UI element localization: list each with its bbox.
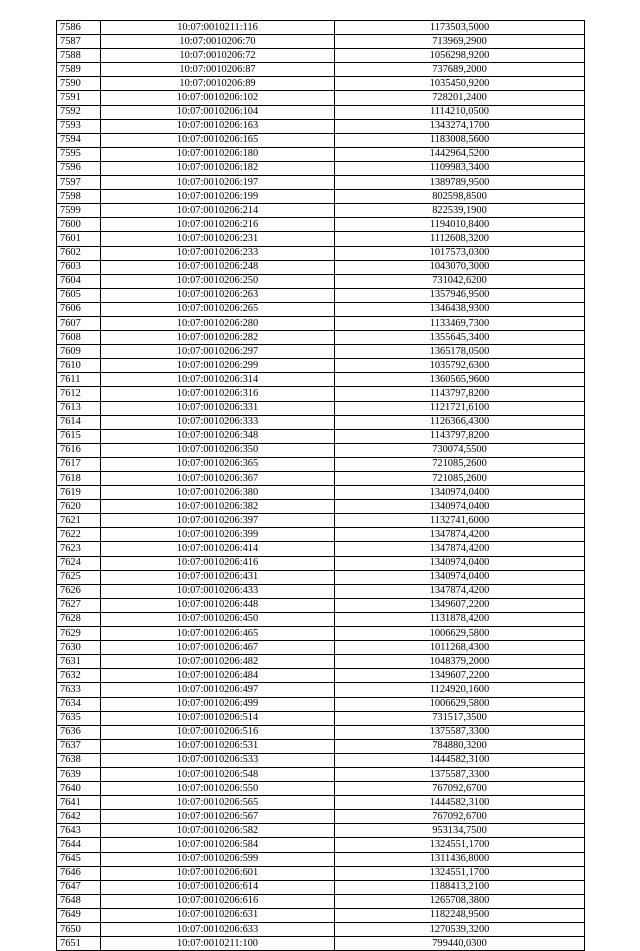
cadastral-number-cell: 10:07:0010206:282: [101, 331, 335, 345]
table-row: [57, 260, 585, 274]
value-cell: 1183008,5600: [335, 133, 585, 147]
cadastral-number-cell: 10:07:0010206:565: [101, 796, 335, 810]
table-row: [57, 669, 585, 683]
row-number-cell: 7614: [57, 415, 101, 429]
row-number-cell: 7629: [57, 627, 101, 641]
value-cell: 1340974,0400: [335, 500, 585, 514]
table-row: [57, 190, 585, 204]
table-row: [57, 810, 585, 824]
table-row: [57, 711, 585, 725]
row-number-cell: 7638: [57, 753, 101, 767]
row-number-cell: 7615: [57, 429, 101, 443]
table-row: [57, 923, 585, 937]
row-number-cell: 7640: [57, 782, 101, 796]
cadastral-number-cell: 10:07:0010206:416: [101, 556, 335, 570]
row-number-cell: 7586: [57, 21, 101, 35]
table-row: [57, 486, 585, 500]
table-row: [57, 345, 585, 359]
table-row: [57, 937, 585, 951]
cadastral-number-cell: 10:07:0010206:165: [101, 133, 335, 147]
table-row: [57, 373, 585, 387]
row-number-cell: 7592: [57, 105, 101, 119]
row-number-cell: 7628: [57, 612, 101, 626]
cadastral-number-cell: 10:07:0010206:265: [101, 302, 335, 316]
table-row: [57, 63, 585, 77]
cadastral-number-cell: 10:07:0010206:72: [101, 49, 335, 63]
value-cell: 1444582,3100: [335, 753, 585, 767]
table-body: [57, 21, 585, 951]
row-number-cell: 7593: [57, 119, 101, 133]
cadastral-number-cell: 10:07:0010206:348: [101, 429, 335, 443]
table-row: [57, 331, 585, 345]
value-cell: 1375587,3300: [335, 767, 585, 781]
table-row: [57, 316, 585, 330]
table-row: [57, 119, 585, 133]
cadastral-number-cell: 10:07:0010206:367: [101, 472, 335, 486]
value-cell: 731042,6200: [335, 274, 585, 288]
row-number-cell: 7624: [57, 556, 101, 570]
row-number-cell: 7608: [57, 331, 101, 345]
value-cell: 802598,8500: [335, 190, 585, 204]
value-cell: 721085,2600: [335, 472, 585, 486]
row-number-cell: 7591: [57, 91, 101, 105]
cadastral-number-cell: 10:07:0010206:516: [101, 725, 335, 739]
cadastral-number-cell: 10:07:0010206:397: [101, 514, 335, 528]
value-cell: 1324551,1700: [335, 838, 585, 852]
row-number-cell: 7632: [57, 669, 101, 683]
table-row: [57, 739, 585, 753]
cadastral-number-cell: 10:07:0010206:533: [101, 753, 335, 767]
row-number-cell: 7625: [57, 570, 101, 584]
row-number-cell: 7618: [57, 472, 101, 486]
row-number-cell: 7617: [57, 457, 101, 471]
row-number-cell: 7620: [57, 500, 101, 514]
row-number-cell: 7604: [57, 274, 101, 288]
row-number-cell: 7636: [57, 725, 101, 739]
row-number-cell: 7645: [57, 852, 101, 866]
row-number-cell: 7595: [57, 147, 101, 161]
value-cell: 1173503,5000: [335, 21, 585, 35]
row-number-cell: 7651: [57, 937, 101, 951]
row-number-cell: 7619: [57, 486, 101, 500]
cadastral-number-cell: 10:07:0010206:448: [101, 598, 335, 612]
row-number-cell: 7590: [57, 77, 101, 91]
row-number-cell: 7648: [57, 894, 101, 908]
value-cell: 1126366,4300: [335, 415, 585, 429]
table-row: [57, 176, 585, 190]
cadastral-number-cell: 10:07:0010206:414: [101, 542, 335, 556]
table-row: [57, 302, 585, 316]
cadastral-number-cell: 10:07:0010206:514: [101, 711, 335, 725]
row-number-cell: 7637: [57, 739, 101, 753]
table-row: [57, 796, 585, 810]
cadastral-number-cell: 10:07:0010206:601: [101, 866, 335, 880]
table-row: [57, 852, 585, 866]
value-cell: 1347874,4200: [335, 528, 585, 542]
cadastral-number-cell: 10:07:0010206:380: [101, 486, 335, 500]
cadastral-number-cell: 10:07:0010206:450: [101, 612, 335, 626]
row-number-cell: 7612: [57, 387, 101, 401]
cadastral-number-cell: 10:07:0010206:263: [101, 288, 335, 302]
value-cell: 1006629,5800: [335, 697, 585, 711]
table-row: [57, 908, 585, 922]
table-row: [57, 77, 585, 91]
row-number-cell: 7587: [57, 35, 101, 49]
value-cell: 1365178,0500: [335, 345, 585, 359]
table-row: [57, 472, 585, 486]
table-row: [57, 161, 585, 175]
row-number-cell: 7613: [57, 401, 101, 415]
table-row: [57, 21, 585, 35]
value-cell: 1355645,3400: [335, 331, 585, 345]
cadastral-number-cell: 10:07:0010206:231: [101, 232, 335, 246]
table-row: [57, 274, 585, 288]
row-number-cell: 7602: [57, 246, 101, 260]
value-cell: 1043070,3000: [335, 260, 585, 274]
table-row: [57, 683, 585, 697]
row-number-cell: 7594: [57, 133, 101, 147]
row-number-cell: 7633: [57, 683, 101, 697]
table-row: [57, 218, 585, 232]
cadastral-number-cell: 10:07:0010206:399: [101, 528, 335, 542]
value-cell: 1182248,9500: [335, 908, 585, 922]
table-row: [57, 725, 585, 739]
value-cell: 1265708,3800: [335, 894, 585, 908]
cadastral-number-cell: 10:07:0010206:365: [101, 457, 335, 471]
row-number-cell: 7649: [57, 908, 101, 922]
value-cell: 721085,2600: [335, 457, 585, 471]
cadastral-number-cell: 10:07:0010206:197: [101, 176, 335, 190]
table-row: [57, 91, 585, 105]
table-row: [57, 415, 585, 429]
cadastral-number-cell: 10:07:0010206:163: [101, 119, 335, 133]
cadastral-number-cell: 10:07:0010206:87: [101, 63, 335, 77]
row-number-cell: 7601: [57, 232, 101, 246]
value-cell: 1346438,9300: [335, 302, 585, 316]
table-row: [57, 894, 585, 908]
row-number-cell: 7621: [57, 514, 101, 528]
value-cell: 784880,3200: [335, 739, 585, 753]
row-number-cell: 7603: [57, 260, 101, 274]
cadastral-number-cell: 10:07:0010206:248: [101, 260, 335, 274]
value-cell: 1109983,3400: [335, 161, 585, 175]
value-cell: 1270539,3200: [335, 923, 585, 937]
row-number-cell: 7598: [57, 190, 101, 204]
value-cell: 1194010,8400: [335, 218, 585, 232]
table-row: [57, 246, 585, 260]
table-row: [57, 528, 585, 542]
cadastral-number-cell: 10:07:0010206:214: [101, 204, 335, 218]
value-cell: 1340974,0400: [335, 556, 585, 570]
cadastral-number-cell: 10:07:0010206:465: [101, 627, 335, 641]
table-row: [57, 866, 585, 880]
row-number-cell: 7630: [57, 641, 101, 655]
table-row: [57, 838, 585, 852]
value-cell: 799440,0300: [335, 937, 585, 951]
cadastral-number-cell: 10:07:0010206:70: [101, 35, 335, 49]
cadastral-number-cell: 10:07:0010206:316: [101, 387, 335, 401]
table-row: [57, 612, 585, 626]
value-cell: 1324551,1700: [335, 866, 585, 880]
row-number-cell: 7589: [57, 63, 101, 77]
cadastral-number-cell: 10:07:0010206:550: [101, 782, 335, 796]
row-number-cell: 7599: [57, 204, 101, 218]
value-cell: 1006629,5800: [335, 627, 585, 641]
value-cell: 1048379,2000: [335, 655, 585, 669]
row-number-cell: 7606: [57, 302, 101, 316]
table-row: [57, 767, 585, 781]
value-cell: 1035450,9200: [335, 77, 585, 91]
cadastral-number-cell: 10:07:0010206:582: [101, 824, 335, 838]
cadastral-number-cell: 10:07:0010206:216: [101, 218, 335, 232]
table-row: [57, 782, 585, 796]
table-row: [57, 147, 585, 161]
value-cell: 1188413,2100: [335, 880, 585, 894]
value-cell: 1017573,0300: [335, 246, 585, 260]
table-row: [57, 232, 585, 246]
row-number-cell: 7600: [57, 218, 101, 232]
cadastral-number-cell: 10:07:0010206:199: [101, 190, 335, 204]
value-cell: 1143797,8200: [335, 387, 585, 401]
value-cell: 730074,5500: [335, 443, 585, 457]
table-row: [57, 598, 585, 612]
cadastral-number-cell: 10:07:0010206:584: [101, 838, 335, 852]
cadastral-number-cell: 10:07:0010206:280: [101, 316, 335, 330]
table-row: [57, 387, 585, 401]
row-number-cell: 7623: [57, 542, 101, 556]
table-row: [57, 359, 585, 373]
table-row: [57, 133, 585, 147]
value-cell: 1340974,0400: [335, 486, 585, 500]
table-row: [57, 49, 585, 63]
value-cell: 728201,2400: [335, 91, 585, 105]
table-row: [57, 514, 585, 528]
table-row: [57, 500, 585, 514]
row-number-cell: 7616: [57, 443, 101, 457]
cadastral-number-cell: 10:07:0010206:631: [101, 908, 335, 922]
value-cell: 1347874,4200: [335, 542, 585, 556]
cadastral-number-cell: 10:07:0010206:299: [101, 359, 335, 373]
cadastral-number-cell: 10:07:0010206:297: [101, 345, 335, 359]
value-cell: 737689,2000: [335, 63, 585, 77]
table-row: [57, 697, 585, 711]
table-row: [57, 824, 585, 838]
cadastral-number-cell: 10:07:0010206:102: [101, 91, 335, 105]
value-cell: 1035792,6300: [335, 359, 585, 373]
cadastral-number-cell: 10:07:0010206:482: [101, 655, 335, 669]
value-cell: 1389789,9500: [335, 176, 585, 190]
table-row: [57, 429, 585, 443]
row-number-cell: 7631: [57, 655, 101, 669]
value-cell: 767092,6700: [335, 810, 585, 824]
row-number-cell: 7596: [57, 161, 101, 175]
value-cell: 1311436,8000: [335, 852, 585, 866]
value-cell: 1442964,5200: [335, 147, 585, 161]
value-cell: 1375587,3300: [335, 725, 585, 739]
value-cell: 1114210,0500: [335, 105, 585, 119]
table-row: [57, 584, 585, 598]
row-number-cell: 7607: [57, 316, 101, 330]
value-cell: 1133469,7300: [335, 316, 585, 330]
cadastral-number-cell: 10:07:0010206:333: [101, 415, 335, 429]
value-cell: 1124920,1600: [335, 683, 585, 697]
value-cell: 713969,2900: [335, 35, 585, 49]
cadastral-number-cell: 10:07:0010206:433: [101, 584, 335, 598]
cadastral-number-cell: 10:07:0010206:614: [101, 880, 335, 894]
value-cell: 1343274,1700: [335, 119, 585, 133]
row-number-cell: 7605: [57, 288, 101, 302]
table-row: [57, 880, 585, 894]
table-row: [57, 542, 585, 556]
row-number-cell: 7641: [57, 796, 101, 810]
value-cell: 1357946,9500: [335, 288, 585, 302]
cadastral-number-cell: 10:07:0010206:616: [101, 894, 335, 908]
cadastral-number-cell: 10:07:0010211:100: [101, 937, 335, 951]
cadastral-number-cell: 10:07:0010206:531: [101, 739, 335, 753]
cadastral-number-cell: 10:07:0010206:633: [101, 923, 335, 937]
cadastral-number-cell: 10:07:0010206:431: [101, 570, 335, 584]
cadastral-number-cell: 10:07:0010206:89: [101, 77, 335, 91]
cadastral-number-cell: 10:07:0010206:497: [101, 683, 335, 697]
value-cell: 1011268,4300: [335, 641, 585, 655]
cadastral-number-cell: 10:07:0010206:350: [101, 443, 335, 457]
value-cell: 1340974,0400: [335, 570, 585, 584]
value-cell: 1112608,3200: [335, 232, 585, 246]
table-row: [57, 655, 585, 669]
cadastral-number-cell: 10:07:0010206:499: [101, 697, 335, 711]
cadastral-number-cell: 10:07:0010206:104: [101, 105, 335, 119]
row-number-cell: 7634: [57, 697, 101, 711]
row-number-cell: 7644: [57, 838, 101, 852]
table-row: [57, 457, 585, 471]
cadastral-number-cell: 10:07:0010206:567: [101, 810, 335, 824]
row-number-cell: 7626: [57, 584, 101, 598]
value-cell: 731517,3500: [335, 711, 585, 725]
row-number-cell: 7627: [57, 598, 101, 612]
table-row: [57, 288, 585, 302]
table-row: [57, 556, 585, 570]
row-number-cell: 7639: [57, 767, 101, 781]
value-cell: 822539,1900: [335, 204, 585, 218]
value-cell: 1349607,2200: [335, 598, 585, 612]
row-number-cell: 7597: [57, 176, 101, 190]
value-cell: 1121721,6100: [335, 401, 585, 415]
cadastral-number-cell: 10:07:0010206:331: [101, 401, 335, 415]
row-number-cell: 7642: [57, 810, 101, 824]
row-number-cell: 7609: [57, 345, 101, 359]
cadastral-number-cell: 10:07:0010206:599: [101, 852, 335, 866]
table-row: [57, 204, 585, 218]
value-cell: 953134,7500: [335, 824, 585, 838]
value-cell: 1444582,3100: [335, 796, 585, 810]
value-cell: 1360565,9600: [335, 373, 585, 387]
cadastral-number-cell: 10:07:0010206:467: [101, 641, 335, 655]
table-row: [57, 35, 585, 49]
cadastral-number-cell: 10:07:0010206:250: [101, 274, 335, 288]
table-row: [57, 627, 585, 641]
cadastral-number-cell: 10:07:0010206:233: [101, 246, 335, 260]
table-row: [57, 443, 585, 457]
cadastral-number-cell: 10:07:0010206:484: [101, 669, 335, 683]
value-cell: 1131878,4200: [335, 612, 585, 626]
row-number-cell: 7635: [57, 711, 101, 725]
row-number-cell: 7646: [57, 866, 101, 880]
row-number-cell: 7622: [57, 528, 101, 542]
table-row: [57, 753, 585, 767]
value-cell: 1349607,2200: [335, 669, 585, 683]
row-number-cell: 7611: [57, 373, 101, 387]
table-row: [57, 401, 585, 415]
table-row: [57, 641, 585, 655]
value-cell: 1132741,6000: [335, 514, 585, 528]
data-table: [56, 20, 585, 951]
row-number-cell: 7588: [57, 49, 101, 63]
cadastral-number-cell: 10:07:0010206:548: [101, 767, 335, 781]
cadastral-number-cell: 10:07:0010206:180: [101, 147, 335, 161]
value-cell: 1056298,9200: [335, 49, 585, 63]
row-number-cell: 7610: [57, 359, 101, 373]
cadastral-number-cell: 10:07:0010206:314: [101, 373, 335, 387]
value-cell: 767092,6700: [335, 782, 585, 796]
cadastral-number-cell: 10:07:0010206:382: [101, 500, 335, 514]
cadastral-number-cell: 10:07:0010206:182: [101, 161, 335, 175]
row-number-cell: 7647: [57, 880, 101, 894]
table-row: [57, 570, 585, 584]
table-row: [57, 105, 585, 119]
row-number-cell: 7643: [57, 824, 101, 838]
cadastral-number-cell: 10:07:0010211:116: [101, 21, 335, 35]
row-number-cell: 7650: [57, 923, 101, 937]
value-cell: 1347874,4200: [335, 584, 585, 598]
value-cell: 1143797,8200: [335, 429, 585, 443]
